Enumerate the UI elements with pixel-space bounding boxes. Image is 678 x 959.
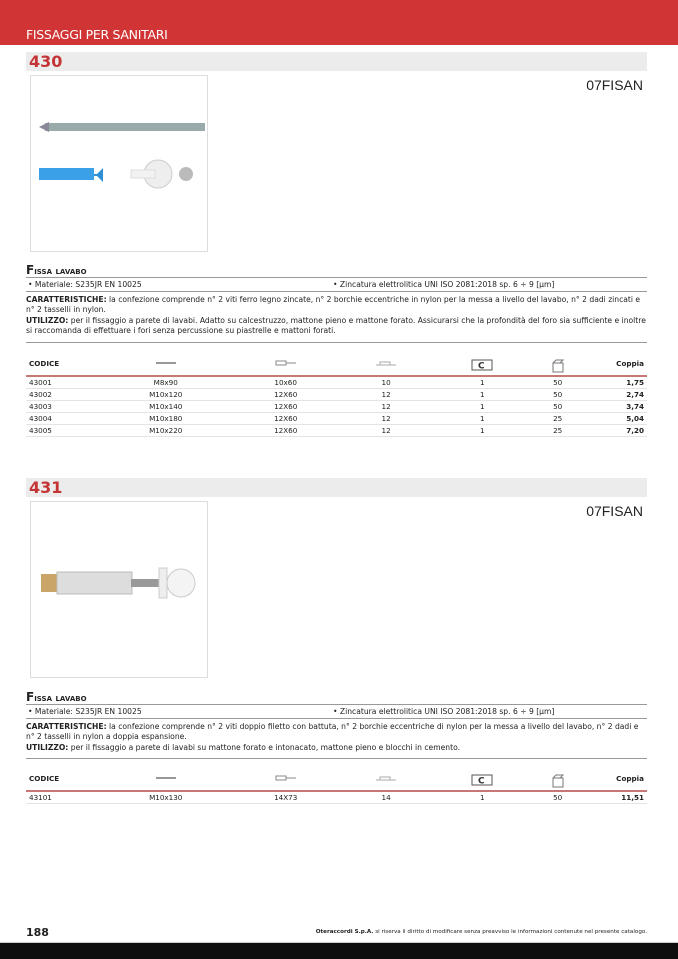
table-cell: 12 (336, 400, 436, 412)
product-table (26, 357, 647, 437)
svg-text:C: C (478, 361, 485, 371)
table-cell: 43001 (26, 376, 96, 388)
product-number-band (26, 52, 647, 71)
product-description (26, 690, 647, 759)
catalog-code: 07FISAN (586, 77, 643, 93)
description-text (26, 295, 647, 343)
table-cell: 2,74 (587, 388, 647, 400)
table-cell: 11,51 (587, 791, 647, 803)
table-cell: 50 (528, 376, 587, 388)
usage-label: UTILIZZO: (26, 742, 69, 752)
characteristics-label: CARATTERISTICHE: (26, 295, 107, 304)
coating-spec: • Zincatura elettrolitica UNI ISO 2081:2018 sp. 6 ÷ 9 [µm] (333, 280, 555, 289)
table-row (26, 388, 647, 400)
table-header (26, 772, 647, 791)
product-table (26, 772, 647, 804)
table-cell: 1 (436, 424, 528, 436)
footer (26, 926, 647, 940)
footer-bar (0, 942, 678, 959)
col-codice: CODICE (26, 772, 96, 791)
characteristics-text: la confezione comprende n° 2 viti ferro legno zincate, n° 2 borchie eccentriche in nylon per la messa a livello del lavabo, n° 2 dadi zincati e n° 2 tasselli in nylon. (26, 295, 641, 315)
box-c-icon (436, 772, 528, 791)
characteristics-label: CARATTERISTICHE: (26, 722, 107, 731)
table-cell: M8x90 (96, 376, 235, 388)
box-c-icon (436, 357, 528, 376)
table-cell: 1 (436, 388, 528, 400)
table-cell: 1 (436, 791, 528, 803)
product-title: Fissa lavabo (26, 263, 87, 277)
table-cell: M10x220 (96, 424, 235, 436)
table-cell: 14 (336, 791, 436, 803)
table-cell: 1 (436, 376, 528, 388)
material-spec: • Materiale: S235JR EN 10025 (28, 280, 142, 289)
table-cell: 43004 (26, 412, 96, 424)
col-coppia: Coppia (587, 772, 647, 791)
table-cell: 43101 (26, 791, 96, 803)
table-row (26, 400, 647, 412)
table-cell: 3,74 (587, 400, 647, 412)
usage-label: UTILIZZO: (26, 315, 69, 325)
table-cell: 43005 (26, 424, 96, 436)
table-cell: 5,04 (587, 412, 647, 424)
product-number: 431 (29, 478, 63, 497)
table-cell: 43002 (26, 388, 96, 400)
package-icon (528, 357, 587, 376)
disclaimer (316, 929, 647, 935)
description-text (26, 722, 647, 759)
product-image (30, 501, 208, 678)
col-coppia: Coppia (587, 357, 647, 376)
characteristics-text: la confezione comprende n° 2 viti doppio filetto con battuta, n° 2 borchie eccentriche di nylon per la messa a livello del lavabo, n° 2 dadi e n° 2 tasselli in nylon a doppia espansione. (26, 722, 639, 742)
product-image (30, 75, 208, 252)
table-cell: 7,20 (587, 424, 647, 436)
table-cell: 10 (336, 376, 436, 388)
drill-bit-icon (336, 357, 436, 376)
table-cell: M10x130 (96, 791, 235, 803)
company-name: Oteraccordi S.p.A. (315, 929, 374, 935)
dowel-icon (235, 772, 335, 791)
coating-spec: • Zincatura elettrolitica UNI ISO 2081:2018 sp. 6 ÷ 9 [µm] (333, 707, 555, 716)
table-cell: 1 (436, 412, 528, 424)
table-cell: 50 (528, 400, 587, 412)
product-description (26, 263, 647, 343)
table-cell: 10x60 (235, 376, 335, 388)
screw-icon (96, 357, 235, 376)
table-cell: 25 (528, 412, 587, 424)
spec-bullets (26, 704, 647, 719)
dowel-icon (235, 357, 335, 376)
usage-text: per il fissaggio a parete di lavabi su mattone forato e intonacato, mattone pieno e blocchi in cemento. (68, 742, 460, 752)
table-cell: 50 (528, 791, 587, 803)
catalog-code: 07FISAN (586, 503, 643, 519)
table-cell: M10x140 (96, 400, 235, 412)
header-title: FISSAGGI PER SANITARI (26, 27, 168, 42)
spec-bullets (26, 277, 647, 292)
table-cell: 12 (336, 388, 436, 400)
table-header (26, 357, 647, 376)
table-cell: 12X60 (235, 388, 335, 400)
table-cell: 1 (436, 400, 528, 412)
product-number-band (26, 478, 647, 497)
table-cell: 50 (528, 388, 587, 400)
table-cell: 25 (528, 424, 587, 436)
drill-bit-icon (336, 772, 436, 791)
material-spec: • Materiale: S235JR EN 10025 (28, 707, 142, 716)
table-cell: 12X60 (235, 424, 335, 436)
table-row (26, 412, 647, 424)
package-icon (528, 772, 587, 791)
section-header (0, 0, 678, 45)
table-cell: 12 (336, 412, 436, 424)
product-title: Fissa lavabo (26, 690, 87, 704)
table-cell: 14X73 (235, 791, 335, 803)
table-row (26, 791, 647, 803)
product-number: 430 (29, 52, 63, 71)
table-cell: M10x180 (96, 412, 235, 424)
screw-icon (96, 772, 235, 791)
table-cell: 12 (336, 424, 436, 436)
table-row (26, 376, 647, 388)
table-cell: M10x120 (96, 388, 235, 400)
table-cell: 12X60 (235, 400, 335, 412)
col-codice: CODICE (26, 357, 96, 376)
page-number: 188 (26, 926, 49, 939)
table-cell: 12X60 (235, 412, 335, 424)
table-cell: 43003 (26, 400, 96, 412)
svg-text:C: C (478, 776, 485, 786)
usage-text: per il fissaggio a parete di lavabi. Adatto su calcestruzzo, mattone pieno e mattone forato. Assicurarsi che la profondità del foro sia sufficiente e inoltre si raccomanda di effettuare i fori senza percussione su piastrelle e mattoni forati. (26, 315, 646, 336)
table-row (26, 424, 647, 436)
table-cell: 1,75 (587, 376, 647, 388)
disclaimer-text: si riserva il diritto di modificare senza preavviso le informazioni contenute nel presente catalogo. (373, 929, 647, 935)
